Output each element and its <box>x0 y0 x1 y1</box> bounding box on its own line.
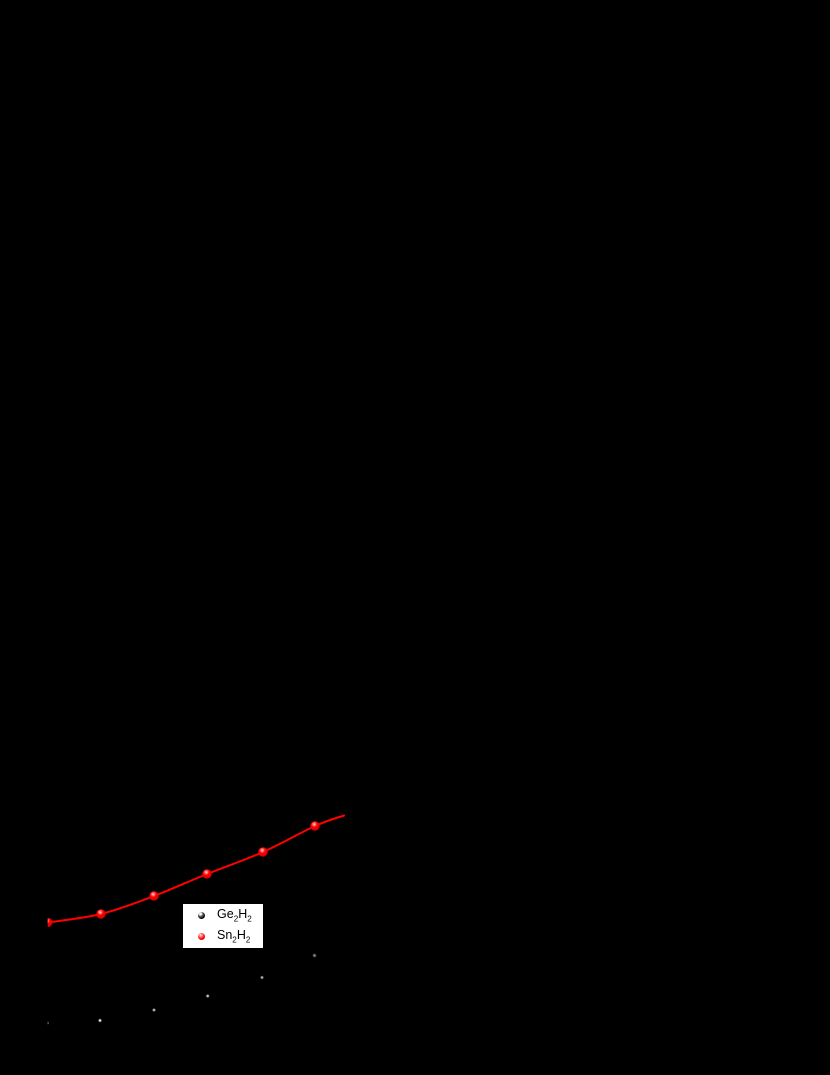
legend-label-sn2h2: $Sn_2H_2$ <box>217 927 251 945</box>
ge2h2-marker-icon <box>198 912 205 919</box>
legend <box>182 903 264 949</box>
sn2h2-data-point <box>149 891 158 900</box>
sn2h2-data-point <box>310 821 319 830</box>
sn2h2-data-point <box>96 909 105 918</box>
ge2h2-highlight-dot <box>206 994 210 998</box>
sn2h2-data-point <box>258 847 267 856</box>
sn2h2-marker-icon <box>198 933 205 940</box>
ge2h2-highlight-dot <box>260 975 264 979</box>
ge2h2-highlight-dot <box>152 1008 156 1012</box>
legend-item-sn2h2 <box>183 927 263 947</box>
sn2h2-data-point <box>202 869 211 878</box>
legend-item-ge2h2 <box>183 905 263 925</box>
sn2h2-data-point <box>43 918 52 927</box>
legend-label-ge2h2: $Ge_2H_2$ <box>217 906 252 924</box>
ge2h2-highlight-dot <box>98 1018 103 1023</box>
ge2h2-series <box>45 953 317 1025</box>
ge2h2-highlight-dot <box>45 1021 49 1025</box>
ge2h2-highlight-dot <box>312 953 317 958</box>
